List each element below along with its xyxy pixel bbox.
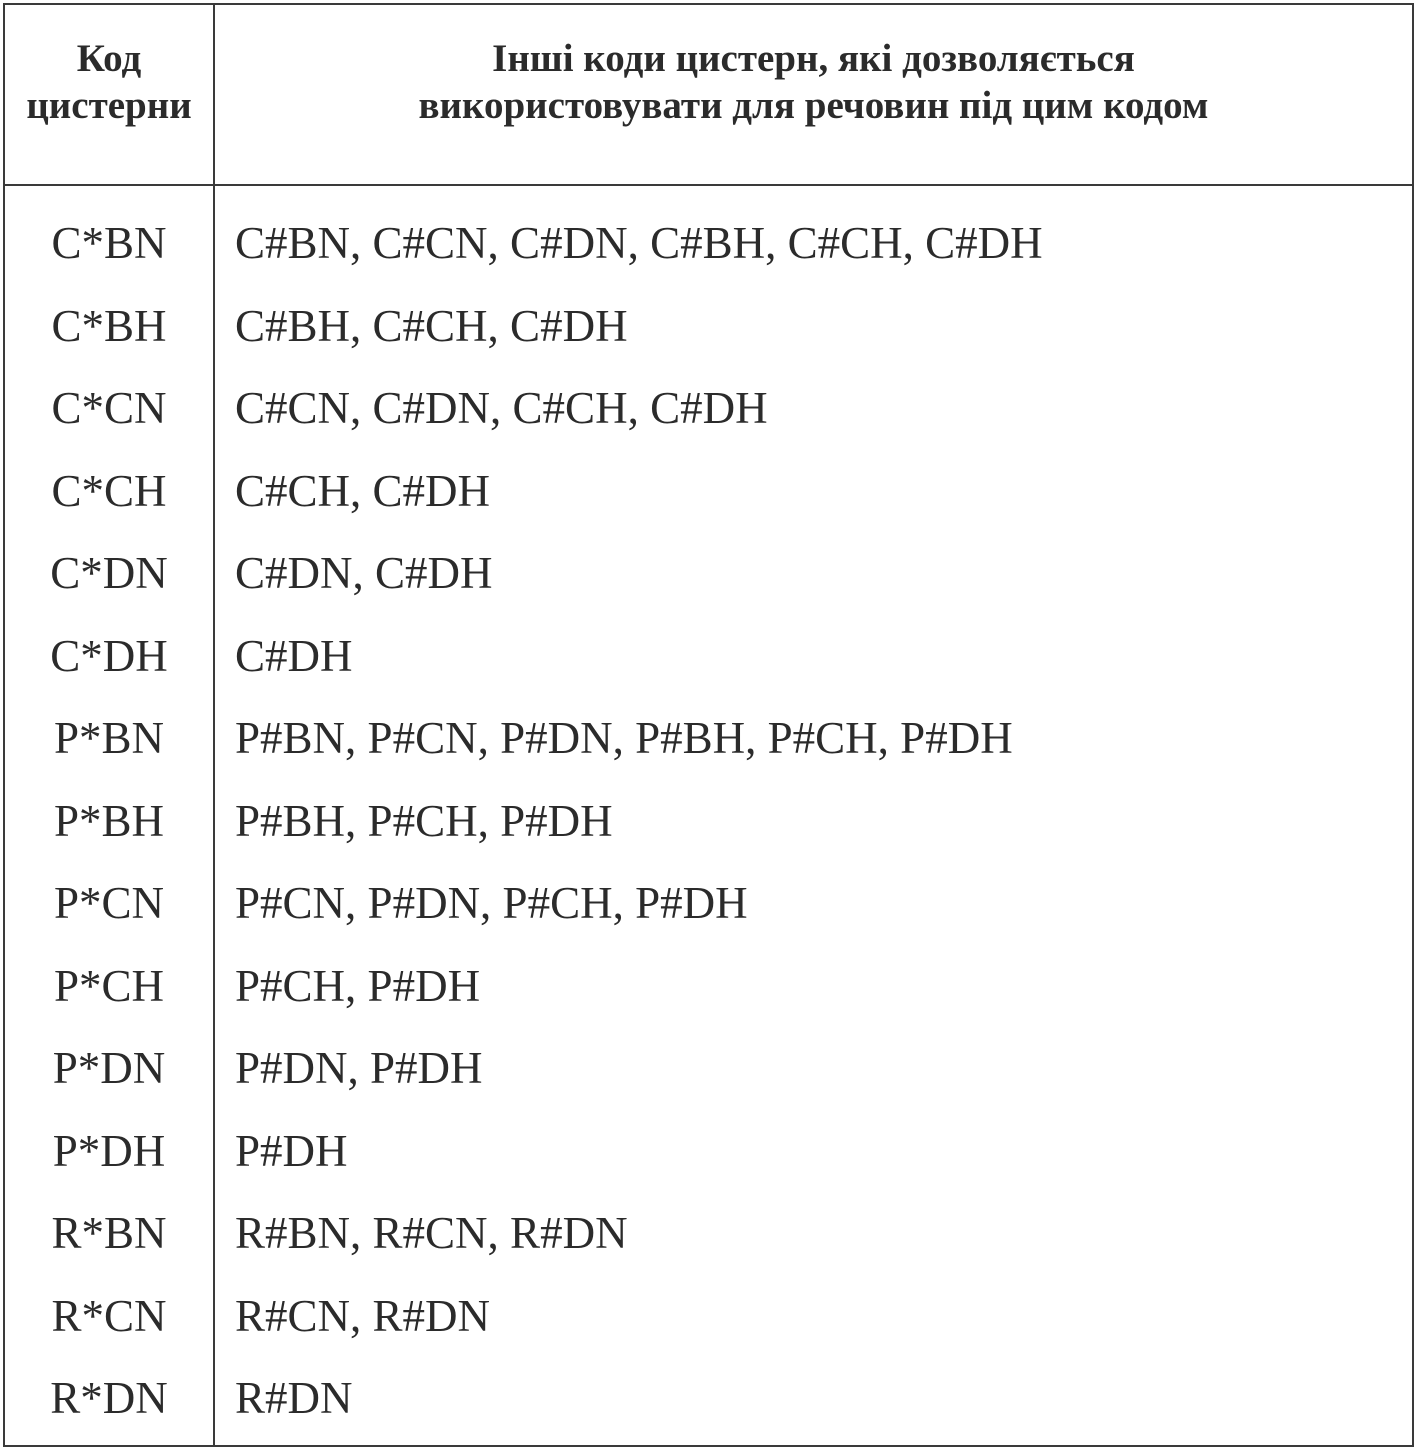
tank-code-cell: C*BN bbox=[51, 218, 167, 268]
tank-code-cell: P*DH bbox=[52, 1125, 166, 1176]
allowed-codes-cell: P#DN, P#DH bbox=[235, 1043, 483, 1093]
header-other-codes bbox=[215, 5, 1412, 184]
allowed-codes-cell: C#BN, C#CN, C#DN, C#BH, C#CH, C#DH bbox=[235, 218, 1043, 268]
tank-code-cell: C*CH bbox=[51, 465, 167, 516]
allowed-codes-cell: P#BN, P#CN, P#DN, P#BH, P#CH, P#DH bbox=[235, 713, 1013, 763]
table-row bbox=[5, 945, 1412, 1028]
allowed-codes-cell: P#CN, P#DN, P#CH, P#DH bbox=[235, 878, 748, 928]
allowed-codes-cell: R#CN, R#DN bbox=[235, 1290, 491, 1341]
tank-code-cell: C*DN bbox=[50, 548, 168, 598]
table-row bbox=[5, 1357, 1412, 1440]
tank-code-cell: P*DN bbox=[52, 1043, 166, 1093]
header-tank-code-line2: цистерни bbox=[26, 84, 192, 127]
table-row bbox=[5, 1192, 1412, 1275]
tank-code-cell: P*BH bbox=[53, 795, 165, 846]
table-row bbox=[5, 780, 1412, 863]
table-row bbox=[5, 1110, 1412, 1193]
tank-code-cell: C*DH bbox=[50, 630, 168, 681]
allowed-codes-cell: C#BH, C#CH, C#DH bbox=[235, 300, 628, 351]
tank-code-cell: P*CH bbox=[53, 960, 165, 1011]
table-row bbox=[5, 202, 1412, 285]
allowed-codes-cell: P#DH bbox=[235, 1125, 348, 1176]
allowed-codes-cell: C#DH bbox=[235, 630, 353, 681]
allowed-codes-cell: R#BN, R#CN, R#DN bbox=[235, 1208, 628, 1258]
table-row bbox=[5, 285, 1412, 368]
tank-code-cell: R*BN bbox=[51, 1208, 167, 1258]
table-row bbox=[5, 1027, 1412, 1110]
tank-codes-table bbox=[3, 3, 1414, 1447]
tank-code-cell: C*BH bbox=[51, 300, 167, 351]
table-row bbox=[5, 697, 1412, 780]
table-row bbox=[5, 862, 1412, 945]
tank-code-cell: C*CN bbox=[51, 383, 167, 433]
table-row bbox=[5, 367, 1412, 450]
header-tank-code-line1: Код bbox=[76, 37, 142, 80]
table-row bbox=[5, 615, 1412, 698]
allowed-codes-cell: C#CH, C#DH bbox=[235, 465, 491, 516]
header-other-codes-line2: використовувати для речовин під цим кодом bbox=[418, 84, 1209, 127]
allowed-codes-cell: P#BH, P#CH, P#DH bbox=[235, 795, 613, 846]
table-row bbox=[5, 1275, 1412, 1358]
allowed-codes-cell: C#CN, C#DN, C#CH, C#DH bbox=[235, 383, 768, 433]
header-other-codes-line1: Інші коди цистерн, які дозволяється bbox=[492, 37, 1135, 80]
table-row bbox=[5, 450, 1412, 533]
allowed-codes-cell: R#DN bbox=[235, 1373, 353, 1423]
tank-code-cell: P*BN bbox=[53, 713, 165, 763]
table-body bbox=[5, 202, 1412, 1440]
allowed-codes-cell: C#DN, C#DH bbox=[235, 548, 493, 598]
table-row bbox=[5, 532, 1412, 615]
allowed-codes-cell: P#CH, P#DH bbox=[235, 960, 481, 1011]
header-divider bbox=[5, 184, 1412, 186]
tank-code-cell: P*CN bbox=[53, 878, 165, 928]
tank-code-cell: R*CN bbox=[51, 1290, 167, 1341]
tank-code-cell: R*DN bbox=[50, 1373, 168, 1423]
header-tank-code bbox=[5, 5, 213, 184]
